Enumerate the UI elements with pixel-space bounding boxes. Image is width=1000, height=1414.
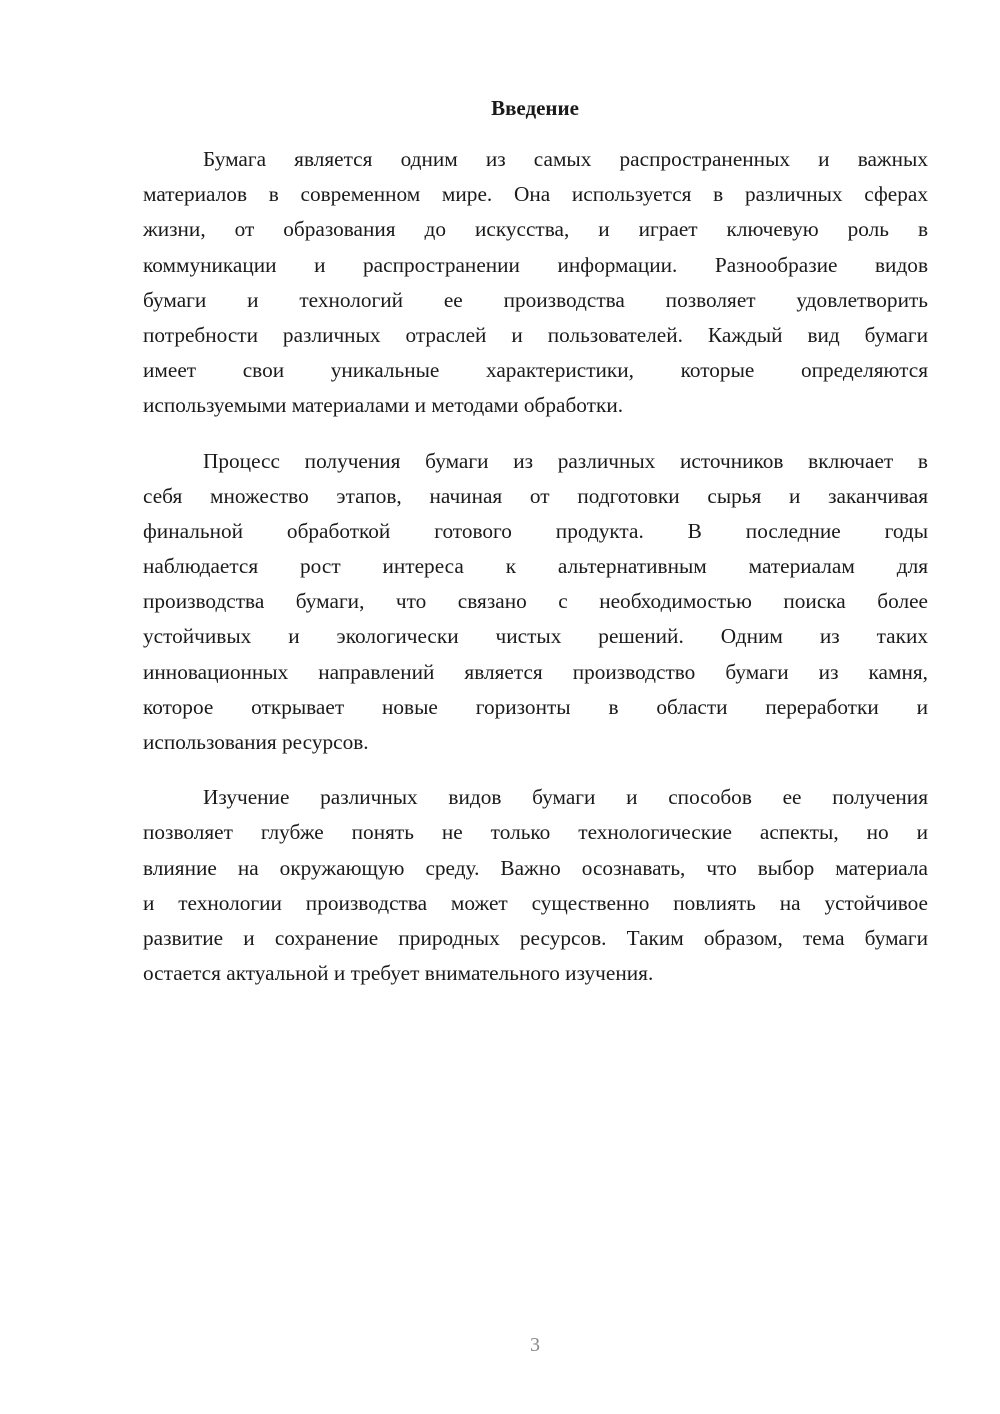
text-line: наблюдается рост интереса к альтернативным материалам для [143,554,928,579]
paragraph [143,142,928,424]
document-body [143,142,928,1011]
text-line: которое открывает новые горизонты в области переработки и [143,694,928,719]
paragraph [143,780,928,991]
text-line: использования ресурсов. [143,730,369,754]
text-line: используемыми материалами и методами обработки. [143,393,624,418]
text-line: коммуникации и распространении информации. Разнообразие видов [143,252,928,277]
text-line: устойчивых и экологически чистых решений. Одним из таких [143,624,928,649]
text-line: остается актуальной и требует внимательного изучения. [143,961,654,986]
text-line: бумаги и технологий ее производства позволяет удовлетворить [143,287,928,312]
text-line: Процесс получения бумаги из различных источников включает в [203,448,928,473]
text-line: жизни, от образования до искусства, и играет ключевую роль в [143,217,928,242]
section-heading: Введение [491,96,579,120]
text-line: и технологии производства может существенно повлиять на устойчивое [143,890,928,915]
page-number: 3 [530,1334,540,1356]
text-line: Изучение различных видов бумаги и способов ее получения [203,785,928,810]
text-line: влияние на окружающую среду. Важно осознавать, что выбор материала [143,855,928,880]
text-line: развитие и сохранение природных ресурсов. Таким образом, тема бумаги [143,925,928,950]
text-line: имеет свои уникальные характеристики, которые определяются [143,358,928,383]
text-line: Бумага является одним из самых распространенных и важных [203,147,928,171]
text-line: производства бумаги, что связано с необходимостью поиска более [143,589,928,614]
text-line: инновационных направлений является производство бумаги из камня, [143,659,928,684]
text-line: себя множество этапов, начиная от подготовки сырья и заканчивая [143,483,928,508]
text-line: потребности различных отраслей и пользователей. Каждый вид бумаги [143,322,928,347]
paragraph [143,444,928,761]
text-line: финальной обработкой готового продукта. В последние годы [143,518,928,543]
text-line: материалов в современном мире. Она используется в различных сферах [143,182,928,207]
text-line: позволяет глубже понять не только технологические аспекты, но и [143,820,928,845]
